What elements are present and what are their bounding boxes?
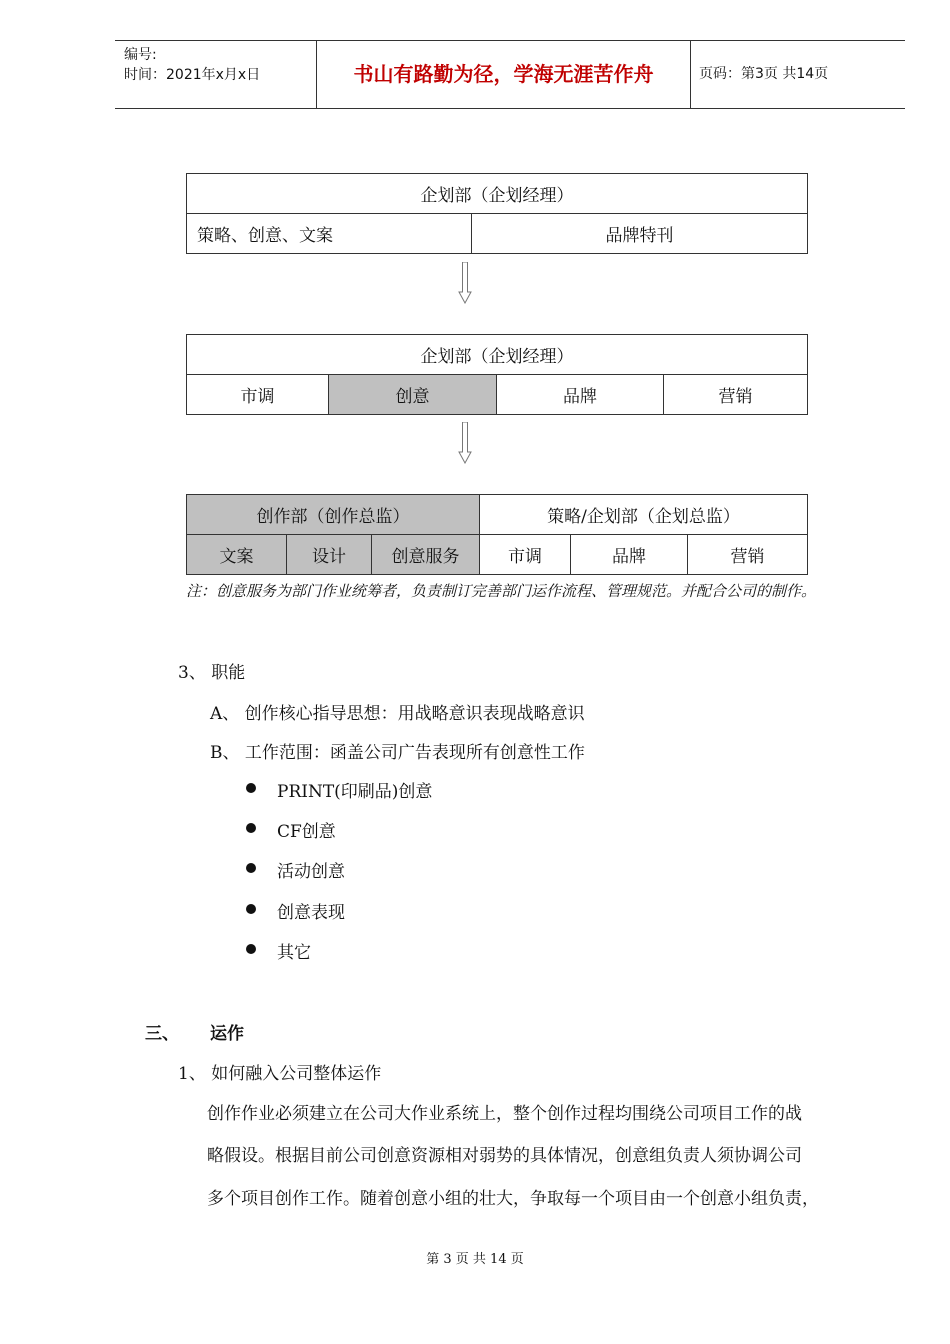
org-cell: 营销 bbox=[664, 375, 808, 415]
bullet-icon bbox=[246, 783, 256, 793]
org-cell-highlighted: 创意 bbox=[329, 375, 497, 415]
page-footer: 第 3 页 共 14 页 bbox=[426, 1252, 524, 1267]
list-item: 创意表现 bbox=[277, 903, 345, 923]
org-cell: 品牌 bbox=[571, 535, 688, 575]
header-page-number: 页码：第3页 共14页 bbox=[699, 66, 829, 82]
paragraph-line: 略假设。根据目前公司创意资源相对弱势的具体情况，创意组负责人须协调公司 bbox=[207, 1146, 802, 1166]
section-heading: 3、 职能 bbox=[178, 663, 246, 683]
org-cell: 品牌特刊 bbox=[472, 214, 808, 254]
bullet-icon bbox=[246, 944, 256, 954]
paragraph-line: 创作作业必须建立在公司大作业系统上，整个创作过程均围绕公司项目工作的战 bbox=[207, 1104, 802, 1124]
header-motto: 书山有路勤为径，学海无涯苦作舟 bbox=[353, 62, 654, 86]
org-cell-highlighted: 设计 bbox=[287, 535, 372, 575]
document-number: 编号: bbox=[124, 47, 157, 63]
org-cell: 策略、创意、文案 bbox=[187, 214, 472, 254]
org-chart-2 bbox=[186, 334, 808, 415]
org-cell-highlighted: 创意服务 bbox=[372, 535, 480, 575]
org-cell: 市调 bbox=[480, 535, 571, 575]
chapter-title: 运作 bbox=[210, 1024, 244, 1044]
bullet-icon bbox=[246, 823, 256, 833]
page-header bbox=[115, 40, 905, 109]
paragraph-line: 多个项目创作工作。随着创意小组的壮大，争取每一个项目由一个创意小组负责， bbox=[207, 1189, 819, 1209]
down-arrow-icon bbox=[458, 422, 472, 464]
org-cell: 市调 bbox=[187, 375, 329, 415]
section-item-a: A、 创作核心指导思想：用战略意识表现战略意识 bbox=[210, 704, 585, 724]
document-date: 时间：2021年x月x日 bbox=[124, 67, 261, 83]
list-item: 其它 bbox=[277, 943, 311, 963]
header-meta bbox=[124, 45, 260, 85]
subsection-heading: 1、 如何融入公司整体运作 bbox=[178, 1064, 382, 1084]
org-cell: 品牌 bbox=[497, 375, 664, 415]
org-chart-1 bbox=[186, 173, 808, 254]
bullet-icon bbox=[246, 863, 256, 873]
org-chart-2-title: 企划部（企划经理） bbox=[187, 335, 808, 375]
list-item: CF创意 bbox=[277, 822, 336, 842]
org-chart-1-title: 企划部（企划经理） bbox=[187, 174, 808, 214]
chapter-number: 三、 bbox=[145, 1024, 179, 1044]
list-item: PRINT(印刷品)创意 bbox=[277, 782, 433, 802]
chart-note: 注：创意服务为部门作业统筹者，负责制订完善部门运作流程、管理规范。并配合公司的制作。 bbox=[186, 582, 817, 600]
header-divider bbox=[690, 41, 691, 108]
org-cell-highlighted: 文案 bbox=[187, 535, 287, 575]
org-chart-3-right-title: 策略/企划部（企划总监） bbox=[480, 495, 808, 535]
list-item: 活动创意 bbox=[277, 862, 345, 882]
down-arrow-icon bbox=[458, 262, 472, 304]
bullet-icon bbox=[246, 904, 256, 914]
org-chart-3 bbox=[186, 494, 808, 575]
org-chart-3-left-title: 创作部（创作总监） bbox=[187, 495, 480, 535]
section-item-b: B、 工作范围：函盖公司广告表现所有创意性工作 bbox=[210, 743, 585, 763]
org-cell: 营销 bbox=[688, 535, 808, 575]
